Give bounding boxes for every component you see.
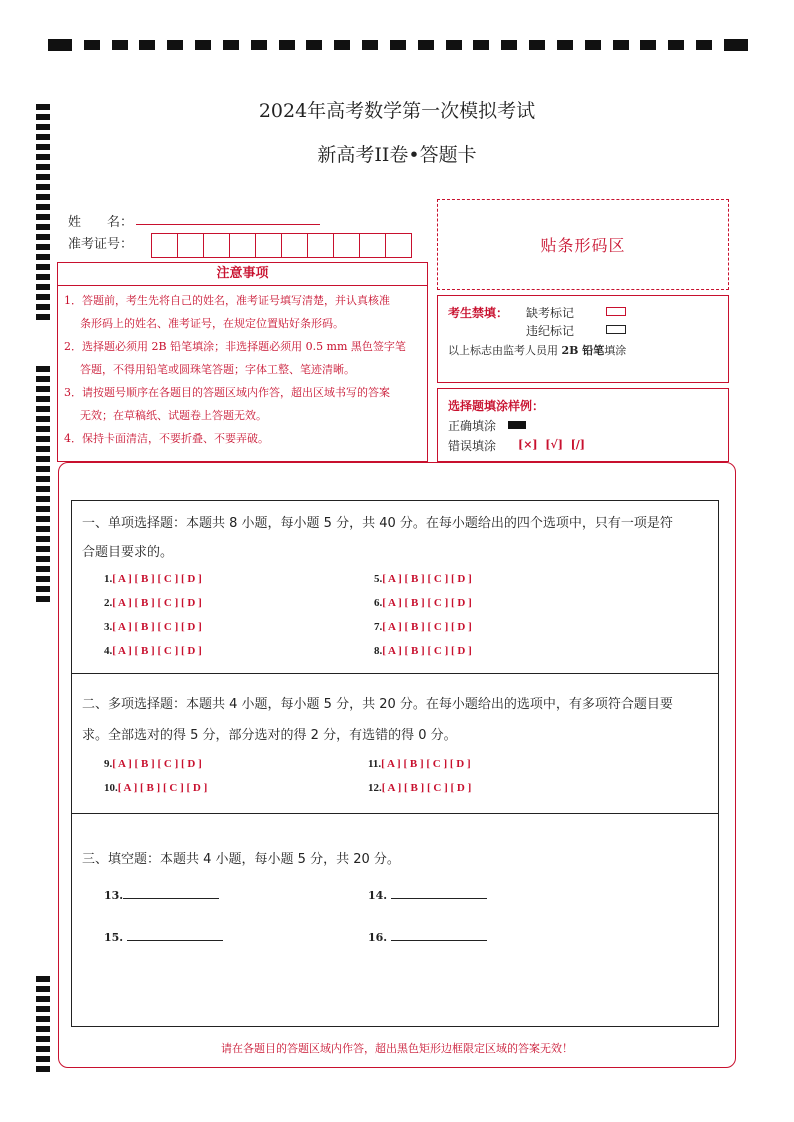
name-label: 姓 名：	[68, 215, 134, 230]
section3-text: 三、填空题：本题共 4 小题，每小题 5 分，共 20 分。	[82, 852, 400, 867]
notice-item: 2．选择题必须用 2B 铅笔填涂；非选择题必须用 0.5 mm 黑色签字笔	[64, 340, 406, 353]
q15-answer-line[interactable]	[127, 930, 223, 941]
correct-label: 正确填涂	[448, 419, 497, 433]
forbid-label: 考生禁填：	[448, 306, 509, 320]
q12-options[interactable]	[368, 782, 471, 794]
exam-title: 2024年高考数学第一次模拟考试	[258, 100, 536, 122]
sample-title: 选择题填涂样例：	[448, 399, 545, 413]
q12-number: 12.	[368, 782, 382, 794]
notice-item: 无效；在草稿纸、试题卷上答题无效。	[80, 409, 267, 422]
q1-options[interactable]	[104, 573, 202, 585]
forbid-note-pre: 以上标志由监考人员用	[448, 344, 562, 357]
q14-answer-line[interactable]	[391, 888, 487, 899]
q11-choices[interactable]: [ A ] [ B ] [ C ] [ D ]	[381, 758, 471, 770]
forbid-note	[448, 342, 626, 358]
q7-choices[interactable]: [ A ] [ B ] [ C ] [ D ]	[382, 621, 472, 633]
q5-options[interactable]	[374, 573, 472, 585]
forbid-box	[437, 295, 729, 383]
notice-item: 答题，不得用铅笔或圆珠笔答题；字体工整、笔迹清晰。	[80, 363, 355, 376]
notice-item: 3．请按题号顺序在各题目的答题区域内作答，超出区域书写的答案	[64, 386, 390, 399]
card-subtitle: 新高考II卷•答题卡	[317, 144, 477, 166]
absent-checkbox[interactable]	[606, 307, 626, 316]
q4-choices[interactable]: [ A ] [ B ] [ C ] [ D ]	[112, 645, 202, 657]
q2-options[interactable]	[104, 597, 202, 609]
violation-checkbox[interactable]	[606, 325, 626, 334]
notice-title: 注意事项	[58, 263, 427, 286]
q2-choices[interactable]: [ A ] [ B ] [ C ] [ D ]	[112, 597, 202, 609]
q16-number: 16.	[368, 931, 388, 944]
q6-options[interactable]	[374, 597, 472, 609]
q15-blank[interactable]	[104, 930, 223, 944]
exam-id-cells[interactable]	[152, 233, 412, 258]
notice-item: 条形码上的姓名、准考证号，在规定位置贴好条形码。	[80, 317, 344, 330]
q15-number: 15.	[104, 931, 124, 944]
q1-number: 1.	[104, 573, 113, 585]
q6-number: 6.	[374, 597, 383, 609]
q8-choices[interactable]: [ A ] [ B ] [ C ] [ D ]	[382, 645, 472, 657]
exam-id-label: 准考证号：	[68, 237, 134, 252]
q3-choices[interactable]: [ A ] [ B ] [ C ] [ D ]	[112, 621, 202, 633]
q7-number: 7.	[374, 621, 383, 633]
q1-choices[interactable]: [ A ] [ B ] [ C ] [ D ]	[112, 573, 202, 585]
q8-number: 8.	[374, 645, 383, 657]
wrong-marks: [×] [√] [/]	[518, 438, 586, 451]
barcode-area	[437, 199, 729, 290]
sample-box	[437, 388, 729, 462]
section1-text-line2: 合题目要求的。	[82, 545, 174, 560]
section2-box	[71, 672, 719, 814]
q14-blank[interactable]	[368, 888, 487, 902]
correct-fill-sample	[508, 421, 526, 429]
notice-item: 4．保持卡面清洁，不要折叠、不要弄破。	[64, 432, 269, 445]
q9-choices[interactable]: [ A ] [ B ] [ C ] [ D ]	[112, 758, 202, 770]
q2-number: 2.	[104, 597, 113, 609]
section1-text-line1: 一、单项选择题：本题共 8 小题，每小题 5 分，共 40 分。在每小题给出的四个选项中，只有一项是符	[82, 516, 673, 531]
forbid-note-post: 填涂	[604, 344, 627, 357]
q12-choices[interactable]: [ A ] [ B ] [ C ] [ D ]	[381, 782, 472, 794]
q10-choices[interactable]: [ A ] [ B ] [ C ] [ D ]	[117, 782, 208, 794]
side-marker-group-bottom	[36, 976, 52, 1072]
q13-blank[interactable]	[104, 888, 219, 902]
q7-options[interactable]	[374, 621, 472, 633]
q5-choices[interactable]: [ A ] [ B ] [ C ] [ D ]	[382, 573, 472, 585]
q8-options[interactable]	[374, 645, 472, 657]
q10-options[interactable]	[104, 782, 207, 794]
q14-number: 14.	[368, 889, 388, 902]
notice-box	[57, 262, 428, 462]
q3-options[interactable]	[104, 621, 202, 633]
q16-blank[interactable]	[368, 930, 487, 944]
section1-box	[71, 500, 719, 674]
absent-label: 缺考标记	[526, 306, 575, 320]
q13-answer-line[interactable]	[123, 888, 219, 899]
side-marker-group-middle	[36, 366, 52, 602]
q5-number: 5.	[374, 573, 383, 585]
side-marker-group-top	[36, 104, 52, 320]
q9-number: 9.	[104, 758, 113, 770]
barcode-label: 贴条形码区	[540, 236, 626, 255]
footer-warning: 请在各题目的答题区域内作答，超出黑色矩形边框限定区域的答案无效！	[221, 1042, 573, 1055]
q3-number: 3.	[104, 621, 113, 633]
section2-text-line2: 求。全部选对的得 5 分，部分选对的得 2 分，有选错的得 0 分。	[82, 728, 457, 743]
section3-box	[71, 813, 719, 1027]
wrong-label: 错误填涂	[448, 439, 497, 453]
top-marker-bar	[48, 38, 748, 52]
q4-number: 4.	[104, 645, 113, 657]
section2-text-line1: 二、多项选择题：本题共 4 小题，每小题 5 分，共 20 分。在每小题给出的选项中，有多项符合题目要	[82, 697, 673, 712]
q11-number: 11.	[368, 758, 382, 770]
name-field[interactable]	[136, 224, 320, 225]
q16-answer-line[interactable]	[391, 930, 487, 941]
violation-label: 违纪标记	[526, 324, 575, 338]
q6-choices[interactable]: [ A ] [ B ] [ C ] [ D ]	[382, 597, 472, 609]
q4-options[interactable]	[104, 645, 202, 657]
q9-options[interactable]	[104, 758, 202, 770]
forbid-note-bold: 2B 铅笔	[561, 344, 605, 357]
q11-options[interactable]	[368, 758, 471, 770]
q13-number: 13.	[104, 889, 124, 902]
notice-item: 1．答题前，考生先将自己的姓名，准考证号填写清楚，并认真核准	[64, 294, 390, 307]
q10-number: 10.	[104, 782, 118, 794]
